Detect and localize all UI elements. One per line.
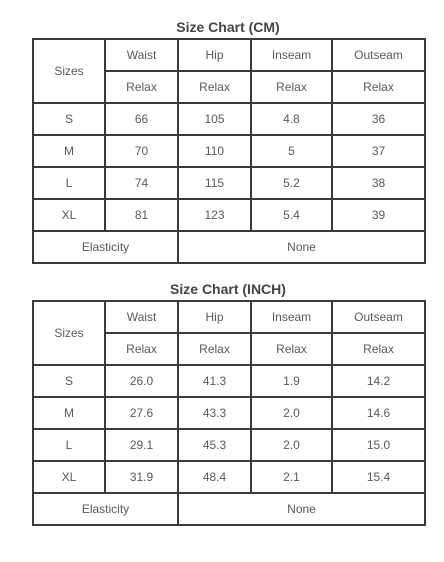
size-cell: L (33, 167, 105, 199)
outseam-cell: 38 (332, 167, 425, 199)
inseam-cell: 2.0 (251, 397, 332, 429)
table-row (33, 199, 425, 231)
header-row (33, 39, 425, 71)
outseam-cell: 39 (332, 199, 425, 231)
inseam-cell: 2.1 (251, 461, 332, 493)
hip-cell: 43.3 (178, 397, 251, 429)
elasticity-label: Elasticity (33, 231, 178, 263)
size-cell: M (33, 397, 105, 429)
waist-cell: 70 (105, 135, 178, 167)
inseam-header: Inseam (251, 301, 332, 333)
size-cell: S (33, 103, 105, 135)
hip-cell: 123 (178, 199, 251, 231)
outseam-cell: 37 (332, 135, 425, 167)
outseam-cell: 36 (332, 103, 425, 135)
inseam-header: Inseam (251, 39, 332, 71)
size-chart-cm-title: Size Chart (CM) (176, 19, 280, 35)
waist-cell: 29.1 (105, 429, 178, 461)
inseam-cell: 5.2 (251, 167, 332, 199)
waist-cell: 74 (105, 167, 178, 199)
hip-subheader: Relax (178, 71, 251, 103)
outseam-cell: 14.2 (332, 365, 425, 397)
waist-header: Waist (105, 39, 178, 71)
hip-subheader: Relax (178, 333, 251, 365)
elasticity-label: Elasticity (33, 493, 178, 525)
inseam-subheader: Relax (251, 71, 332, 103)
waist-cell: 31.9 (105, 461, 178, 493)
hip-cell: 41.3 (178, 365, 251, 397)
hip-cell: 48.4 (178, 461, 251, 493)
inseam-subheader: Relax (251, 333, 332, 365)
outseam-cell: 14.6 (332, 397, 425, 429)
table-row (33, 397, 425, 429)
table-row (33, 103, 425, 135)
outseam-subheader: Relax (332, 71, 425, 103)
outseam-subheader: Relax (332, 333, 425, 365)
elasticity-value: None (178, 493, 425, 525)
header-row (33, 301, 425, 333)
waist-subheader: Relax (105, 71, 178, 103)
waist-cell: 66 (105, 103, 178, 135)
size-cell: S (33, 365, 105, 397)
hip-cell: 110 (178, 135, 251, 167)
waist-cell: 27.6 (105, 397, 178, 429)
elasticity-value: None (178, 231, 425, 263)
size-chart-cm-table (32, 38, 426, 264)
sizes-header: Sizes (33, 301, 105, 365)
table-row (33, 429, 425, 461)
size-chart-inch-table (32, 300, 426, 526)
size-chart-inch-title: Size Chart (INCH) (170, 281, 286, 297)
table-row (33, 135, 425, 167)
waist-cell: 26.0 (105, 365, 178, 397)
inseam-cell: 5.4 (251, 199, 332, 231)
elasticity-row (33, 493, 425, 525)
size-cell: L (33, 429, 105, 461)
outseam-header: Outseam (332, 301, 425, 333)
hip-cell: 45.3 (178, 429, 251, 461)
hip-header: Hip (178, 39, 251, 71)
table-row (33, 167, 425, 199)
inseam-cell: 2.0 (251, 429, 332, 461)
waist-subheader: Relax (105, 333, 178, 365)
hip-cell: 105 (178, 103, 251, 135)
waist-cell: 81 (105, 199, 178, 231)
size-cell: M (33, 135, 105, 167)
hip-cell: 115 (178, 167, 251, 199)
size-cell: XL (33, 199, 105, 231)
size-cell: XL (33, 461, 105, 493)
outseam-header: Outseam (332, 39, 425, 71)
hip-header: Hip (178, 301, 251, 333)
inseam-cell: 5 (251, 135, 332, 167)
outseam-cell: 15.0 (332, 429, 425, 461)
elasticity-row (33, 231, 425, 263)
inseam-cell: 4.8 (251, 103, 332, 135)
inseam-cell: 1.9 (251, 365, 332, 397)
outseam-cell: 15.4 (332, 461, 425, 493)
waist-header: Waist (105, 301, 178, 333)
table-row (33, 461, 425, 493)
sizes-header: Sizes (33, 39, 105, 103)
table-row (33, 365, 425, 397)
